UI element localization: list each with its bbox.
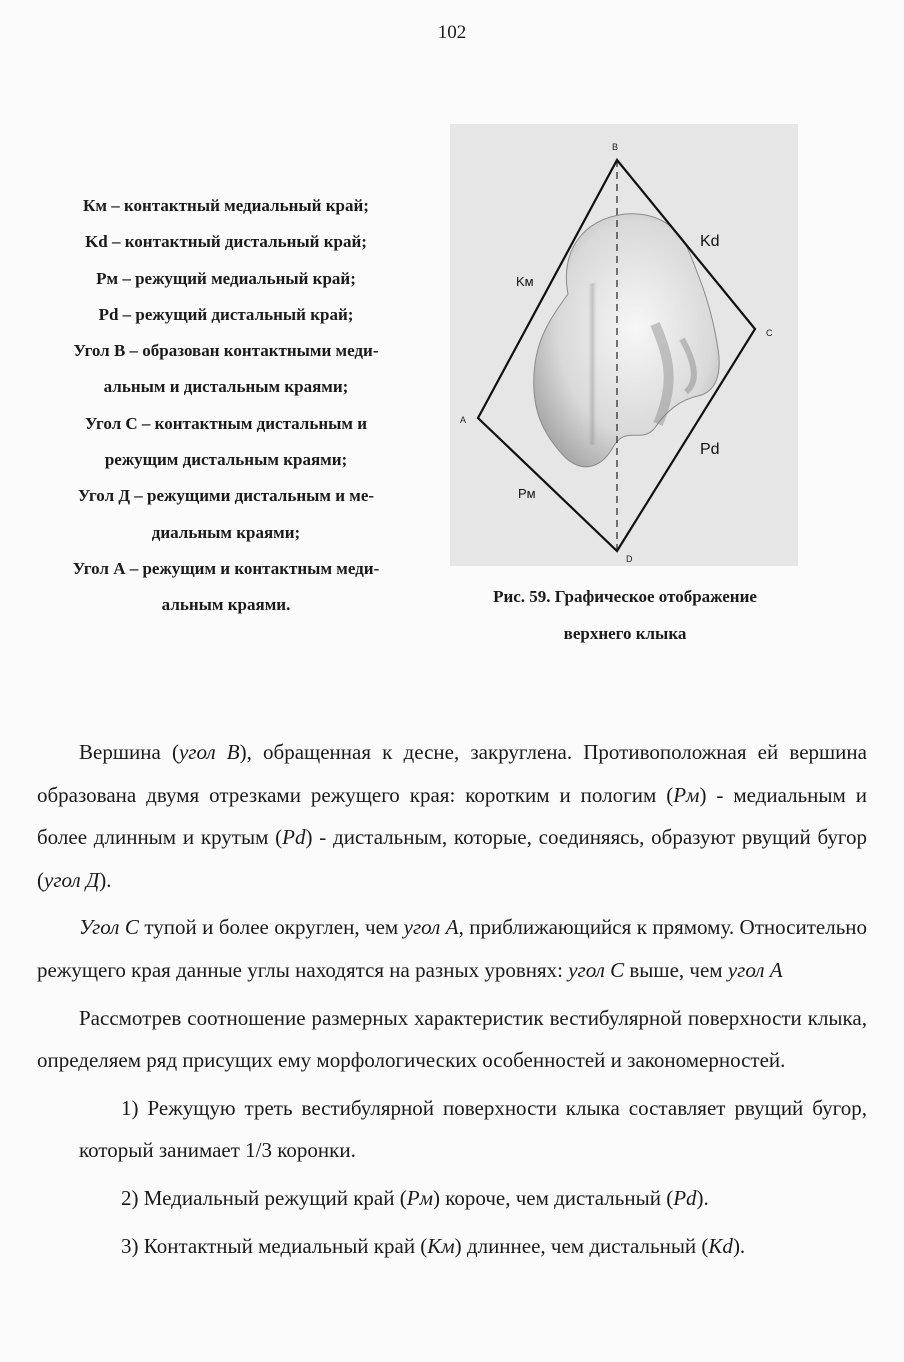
figure-caption <box>440 578 810 652</box>
paragraph: Вершина (угол В), обращенная к десне, закруглена. Противоположная ей вершина образована двумя отрезками режущего края: коротким и пологим (Рм) - медиальным и более длинным и крутым (Pd) - дистальным, которые, соединяясь, образуют рвущий бугор (угол Д). <box>37 740 867 892</box>
list-item: 1) Режущую треть вестибулярной поверхности клыка составляет рвущий бугор, который занимает 1/3 коронки. <box>79 1095 867 1163</box>
italic-term: угол А <box>403 915 459 940</box>
italic-term: Км <box>427 1233 455 1258</box>
legend-line: Рм – режущий медиальный край; <box>96 268 356 288</box>
legend-line: режущим дистальным краями; <box>104 450 348 470</box>
list-item: 2) Медиальный режущий край (Рм) короче, чем дистальный (Pd). <box>121 1185 709 1210</box>
italic-term: угол Д <box>44 867 100 892</box>
italic-term: Pd <box>673 1185 697 1210</box>
figure-legend <box>20 188 432 624</box>
vertex-label-b: B <box>612 142 619 152</box>
legend-line: Угол С – контактным дистальным и <box>84 413 368 433</box>
legend-line: Угол А – режущим и контактным меди- <box>72 558 380 578</box>
legend-line: диальным краями; <box>151 522 301 542</box>
legend-line: Угол Д – режущими дистальным и ме- <box>77 486 375 506</box>
italic-term: угол С <box>568 957 625 982</box>
vertex-label-a: A <box>460 415 467 425</box>
legend-line: альным краями. <box>161 595 291 615</box>
edge-label-pm: Pм <box>518 486 536 501</box>
edge-label-pd: Pd <box>700 441 720 458</box>
legend-line: Км – контактный медиальный край; <box>83 196 369 215</box>
italic-term: угол А <box>727 957 783 982</box>
legend-line: Pd – режущий дистальный край; <box>98 304 354 324</box>
italic-term: Pd <box>282 825 306 850</box>
caption-line: Рис. 59. Графическое отображение <box>493 587 757 606</box>
edge-label-km: Kм <box>516 274 534 289</box>
italic-term: Рм <box>673 782 700 807</box>
vertex-label-c: C <box>766 328 773 338</box>
legend-line: Kd – контактный дистальный край; <box>85 232 367 252</box>
canine-diagram <box>450 124 798 566</box>
page-number: 102 <box>437 22 467 43</box>
caption-line: верхнего клыка <box>563 624 687 643</box>
canine-diagram-svg <box>450 124 798 566</box>
list-item: 3) Контактный медиальный край (Км) длиннее, чем дистальный (Kd). <box>121 1233 746 1258</box>
italic-term: угол В <box>178 740 240 764</box>
italic-term: Угол С <box>79 915 139 940</box>
italic-term: Рм <box>406 1185 433 1210</box>
vertex-label-d: D <box>626 554 633 564</box>
body-text <box>37 731 867 1267</box>
tooth-ridge-shading <box>588 284 597 444</box>
edge-label-kd: Kd <box>700 233 720 250</box>
paragraph: Рассмотрев соотношение размерных характеристик вестибулярной поверхности клыка, определяем ряд присущих ему морфологических особенностей и закономерностей. <box>37 1005 867 1073</box>
paragraph: Угол С тупой и более округлен, чем угол А, приближающийся к прямому. Относительно режущего края данные углы находятся на разных уровнях: угол С выше, чем угол А <box>37 915 868 982</box>
legend-line: Угол В – образован контактными меди- <box>73 341 379 361</box>
italic-term: Kd <box>708 1233 733 1258</box>
legend-line: альным и дистальным краями; <box>103 377 349 397</box>
